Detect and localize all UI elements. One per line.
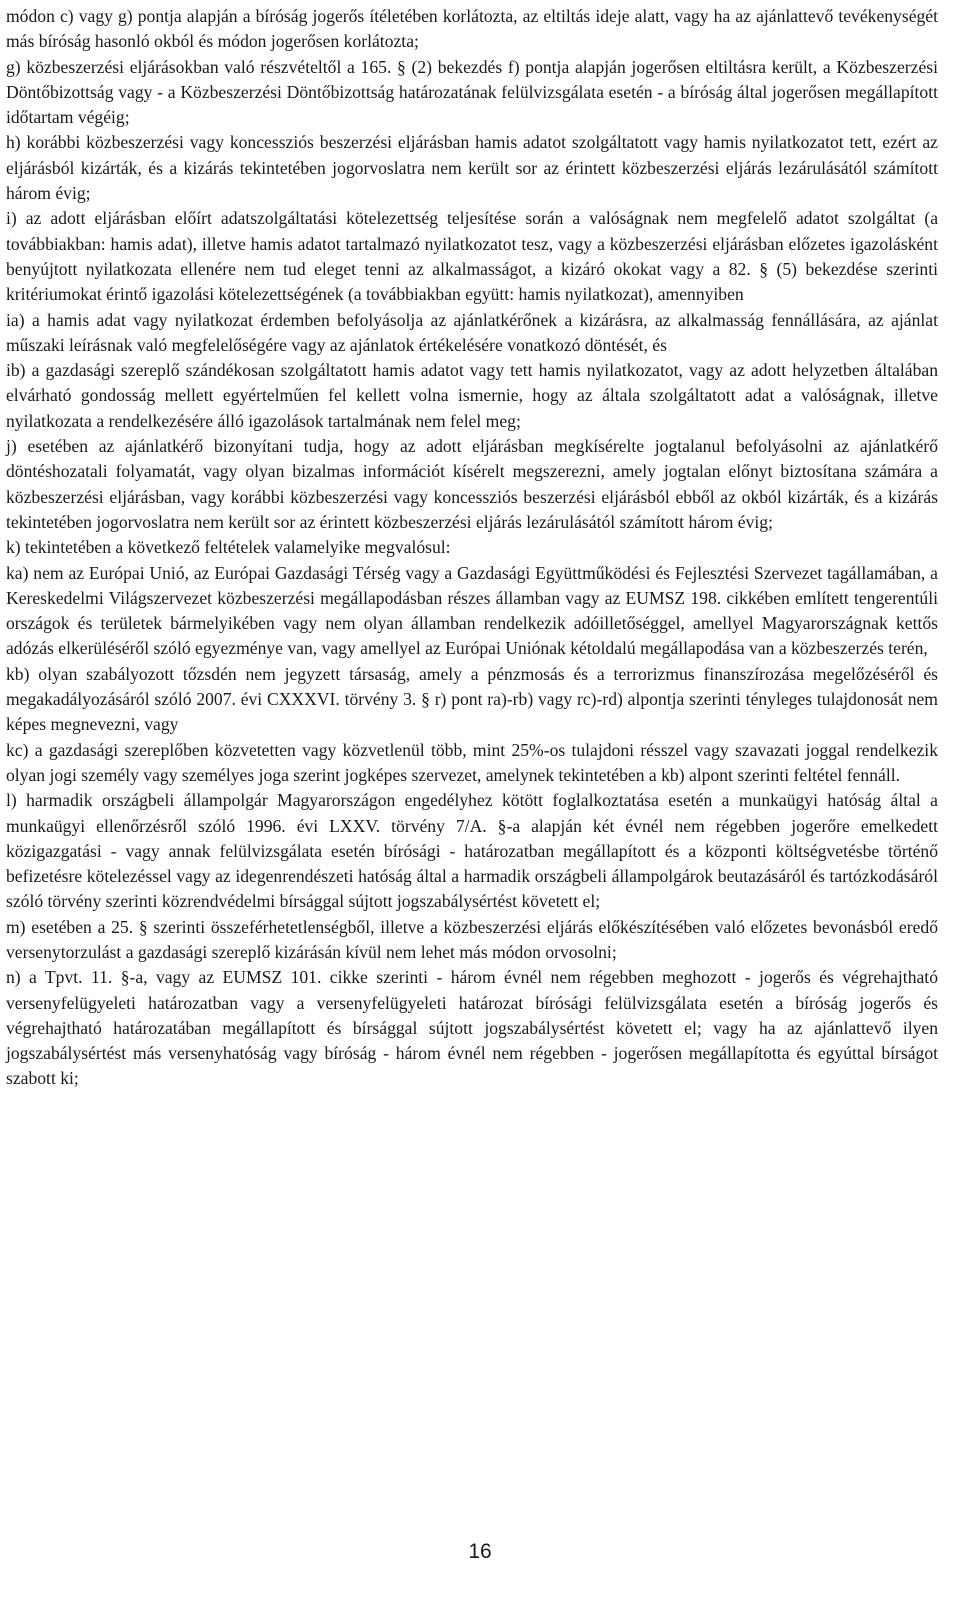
paragraph-kb: kb) olyan szabályozott tőzsdén nem jegyzett társaság, amely a pénzmosás és a terrorizmus finanszírozása megelőzéséről és megakadályozásáról szóló 2007. évi CXXXVI. törvény 3. § r) pont ra)-rb) vagy rc)-rd) alpontja szerinti tényleges tulajdonosát nem képes megnevezni, vagy <box>6 663 938 735</box>
paragraph-ib: ib) a gazdasági szereplő szándékosan szolgáltatott hamis adatot vagy tett hamis nyilatkozatot, vagy az adott helyzetben általában elvárható gondosság mellett egyértelműen fel kellett volna ismernie, hogy az általa szolgáltatott adat a valóságnak, illetve nyilatkozata a rendelkezésére álló igazolások tartalmának nem felel meg; <box>6 360 938 431</box>
paragraph-i: i) az adott eljárásban előírt adatszolgáltatási kötelezettség teljesítése során a valóságnak nem megfelelő adatot szolgáltat (a továbbiakban: hamis adat), illetve hamis adatot tartalmazó nyilatkozatot tesz, vagy a közbeszerzési eljárásban előzetes igazolásként benyújtott nyilatkozata ellenére nem tud eleget tenni az alkalmasságot, a kizáró okokat vagy a 82. § (5) bekezdése szerinti kritériumokat érintő igazolási kötelezettségének (a továbbiakban együtt: hamis nyilatkozat), amennyiben <box>6 208 938 305</box>
paragraph-n: n) a Tpvt. 11. §-a, vagy az EUMSZ 101. cikke szerinti - három évnél nem régebben meghozott - jogerős és végrehajtható versenyfelügyeleti határozatban vagy a versenyfelügyeleti határozat bírósági felülvizsgálata esetén a bíróság jogerős és végrehajtható határozatában megállapított és bírsággal sújtott jogszabálysértést követett el; vagy ha az ajánlattevő ilyen jogszabálysértést más versenyhatóság vagy bíróság - három évnél nem régebben - jogerősen megállapította és egyúttal bírságot szabott ki; <box>6 967 938 1089</box>
page-number: 16 <box>468 1540 492 1563</box>
paragraph-h: h) korábbi közbeszerzési vagy koncessziós beszerzési eljárásban hamis adatot szolgáltatott vagy hamis nyilatkozatot tett, ezért az eljárásból kizárták, és a kizárás tekintetében jogorvoslatra nem került sor az érintett közbeszerzési eljárás lezárulásától számított három évig; <box>6 132 938 204</box>
paragraph-l: l) harmadik országbeli állampolgár Magyarországon engedélyhez kötött foglalkoztatása esetén a munkaügyi hatóság által a munkaügyi ellenőrzésről szóló 1996. évi LXXV. törvény 7/A. §-a alapján két évnél nem régebben jogerőre emelkedett közigazgatási - vagy annak felülvizsgálata esetén bírósági - határozatban megállapított és a központi költségvetésbe történő befizetésre kötelezéssel vagy az idegenrendészeti hatóság által a harmadik országbeli állampolgárok beutazásáról és tartózkodásáról szóló törvény szerinti közrendvédelmi bírsággal sújtott jogszabálysértést követett el; <box>6 790 938 912</box>
paragraph-k: k) tekintetében a következő feltételek valamelyike megvalósul: <box>6 537 451 558</box>
paragraph-g: g) közbeszerzési eljárásokban való részvételtől a 165. § (2) bekezdés f) pontja alapján jogerősen eltiltásra került, a Közbeszerzési Döntőbizottság vagy - a Közbeszerzési Döntőbizottság határozatának felülvizsgálata esetén - a bíróság által jogerősen megállapított időtartam végéig; <box>6 56 938 128</box>
paragraph-ka: ka) nem az Európai Unió, az Európai Gazdasági Térség vagy a Gazdasági Együttműködési és Fejlesztési Szervezet tagállamában, a Kereskedelmi Világszervezet közbeszerzési megállapodásban részes államban vagy az EUMSZ 198. cikkében említett tengerentúli országok és területek bármelyikében vagy nem olyan államban rendelkezik adóilletőséggel, amellyel Magyarországnak kettős adózás elkerüléséről szóló egyezménye van, vagy amellyel az Európai Uniónak kétoldalú megállapodása van a közbeszerzés terén, <box>6 562 938 659</box>
paragraph-kc: kc) a gazdasági szereplőben közvetetten vagy közvetlenül több, mint 25%-os tulajdoni résszel vagy szavazati joggal rendelkezik olyan jogi személy vagy személyes joga szerint jogképes szervezet, amelynek tekintetében a kb) alpont szerinti feltétel fennáll. <box>6 739 938 785</box>
paragraph-j: j) esetében az ajánlatkérő bizonyítani tudja, hogy az adott eljárásban megkísérelte jogtalanul befolyásolni az ajánlatkérő döntéshozatali folyamatát, vagy olyan bizalmas információt kísérelt megszerezni, amely jogtalan előnyt biztosítana számára a közbeszerzési eljárásban, vagy korábbi közbeszerzési vagy koncessziós beszerzési eljárásból ebből az okból kizárták, és a kizárás tekintetében jogorvoslatra nem került sor az érintett közbeszerzési eljárás lezárulásától számított három évig; <box>6 436 938 532</box>
document-body <box>6 4 938 1092</box>
paragraph-c-g-continuation: módon c) vagy g) pontja alapján a bíróság jogerős ítéletében korlátozta, az eltiltás ideje alatt, vagy ha az ajánlattevő tevékenységét más bíróság hasonló okból és módon jogerősen korlátozta; <box>6 6 938 52</box>
paragraph-ia: ia) a hamis adat vagy nyilatkozat érdemben befolyásolja az ajánlatkérőnek a kizárásra, az alkalmasság fennállására, az ajánlat műszaki leírásnak való megfelelőségére vagy az ajánlatok értékelésére vonatkozó döntését, és <box>6 309 938 355</box>
paragraph-m: m) esetében a 25. § szerinti összeférhetetlenségből, illetve a közbeszerzési eljárás előkészítésében való előzetes bevonásból eredő versenytorzulást a gazdasági szereplő kizárásán kívül nem lehet más módon orvosolni; <box>6 916 938 962</box>
